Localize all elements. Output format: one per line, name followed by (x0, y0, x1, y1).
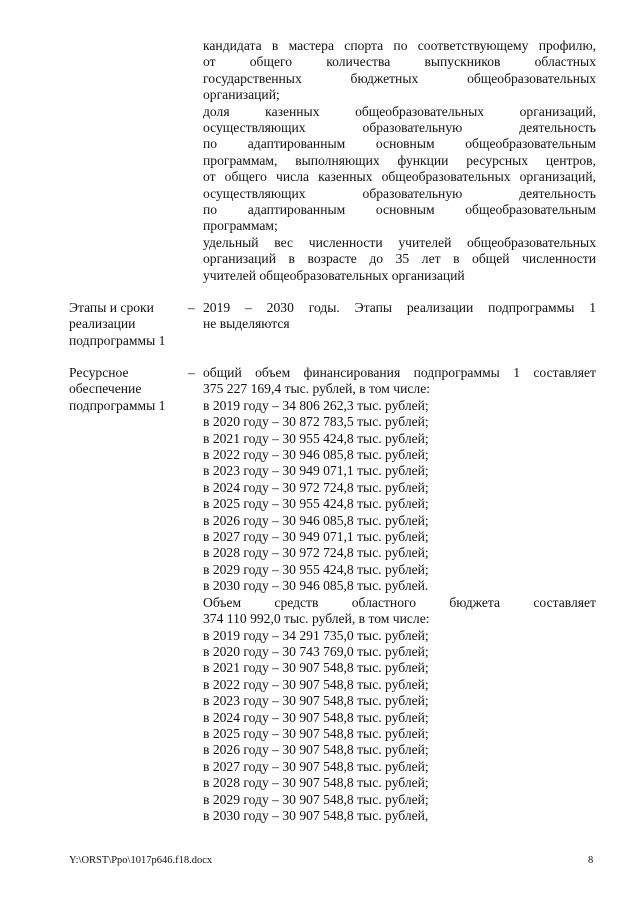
text-line: программам; (203, 218, 278, 234)
text-line: осуществляющих образовательную деятельность (203, 185, 596, 201)
indicator-paragraph (203, 235, 596, 284)
resources-text (203, 365, 596, 824)
resources-label (69, 365, 189, 414)
total-financing-list (203, 398, 596, 595)
financing-year-line: в 2026 году – 30 946 085,8 тыс. рублей; (203, 512, 429, 528)
text-line: 374 110 992,0 тыс. рублей, в том числе: (203, 611, 430, 627)
text-line: удельный вес численности учителей общеобразовательных (203, 234, 596, 250)
financing-year-line: в 2020 году – 30 872 783,5 тыс. рублей; (203, 414, 429, 430)
financing-year-line: в 2028 году – 30 907 548,8 тыс. рублей; (203, 775, 429, 791)
financing-year-line: в 2030 году – 30 907 548,8 тыс. рублей, (203, 807, 429, 823)
text-line: Объем средств областного бюджета составляет (203, 594, 596, 610)
financing-year-line: в 2022 году – 30 946 085,8 тыс. рублей; (203, 447, 429, 463)
text-line: не выделяются (203, 316, 290, 332)
text-line: по адаптированным основным общеобразовательным (203, 136, 596, 152)
text-line: 2019 – 2030 годы. Этапы реализации подпрограммы 1 (203, 300, 596, 315)
financing-year-line: в 2026 году – 30 907 548,8 тыс. рублей; (203, 742, 429, 758)
text-line: по адаптированным основным общеобразовательным (203, 202, 596, 218)
indicators-continuation (203, 38, 596, 284)
financing-year-line: в 2025 году – 30 907 548,8 тыс. рублей; (203, 725, 429, 741)
stages-text (203, 300, 596, 333)
financing-year-line: в 2025 году – 30 955 424,8 тыс. рублей; (203, 496, 429, 512)
label-line: реализации (69, 316, 136, 332)
indicator-paragraph (203, 38, 596, 104)
text-line: организаций в возрасте до 35 лет в общей численности (203, 251, 596, 267)
financing-year-line: в 2027 году – 30 907 548,8 тыс. рублей; (203, 758, 429, 774)
financing-year-line: в 2019 году – 34 291 735,0 тыс. рублей; (203, 627, 429, 643)
financing-year-line: в 2028 году – 30 972 724,8 тыс. рублей; (203, 545, 429, 561)
text-line: доля казенных общеобразовательных организаций, (203, 103, 596, 119)
text-line: государственных бюджетных общеобразовательных (203, 70, 596, 86)
financing-year-line: в 2029 году – 30 907 548,8 тыс. рублей; (203, 791, 429, 807)
financing-year-line: в 2027 году – 30 949 071,1 тыс. рублей; (203, 529, 429, 545)
indicator-paragraph (203, 104, 596, 235)
text-line: от общего количества выпускников областных (203, 54, 596, 70)
text-line: 375 227 169,4 тыс. рублей, в том числе: (203, 381, 431, 397)
financing-year-line: в 2021 году – 30 955 424,8 тыс. рублей; (203, 430, 429, 446)
financing-year-line: в 2024 году – 30 972 724,8 тыс. рублей; (203, 479, 429, 495)
financing-year-line: в 2030 году – 30 946 085,8 тыс. рублей. (203, 578, 429, 594)
label-line: подпрограммы 1 (69, 332, 166, 348)
text-line: организаций; (203, 87, 280, 103)
text-line: учителей общеобразовательных организаций (203, 267, 465, 283)
regional-financing-list (203, 628, 596, 825)
page-number: 8 (588, 855, 594, 866)
text-line: программам, выполняющих функции ресурсных центров, (203, 152, 596, 168)
text-line: общий объем финансирования подпрограммы 1 составляет (203, 365, 596, 380)
financing-year-line: в 2022 году – 30 907 548,8 тыс. рублей; (203, 676, 429, 692)
text-line: осуществляющих образовательную деятельность (203, 120, 596, 136)
stages-dash: – (188, 300, 195, 315)
text-line: кандидата в мастера спорта по соответствующему профилю, (203, 38, 596, 53)
text-line: от общего числа казенных общеобразовательных организаций, (203, 169, 596, 185)
label-line: Ресурсное (69, 365, 129, 380)
financing-year-line: в 2021 году – 30 907 548,8 тыс. рублей; (203, 660, 429, 676)
financing-year-line: в 2020 году – 30 743 769,0 тыс. рублей; (203, 643, 429, 659)
stages-label (69, 300, 189, 349)
financing-year-line: в 2023 году – 30 949 071,1 тыс. рублей; (203, 463, 429, 479)
resources-dash: – (188, 365, 195, 380)
financing-year-line: в 2024 году – 30 907 548,8 тыс. рублей; (203, 709, 429, 725)
financing-year-line: в 2019 году – 34 806 262,3 тыс. рублей; (203, 397, 429, 413)
label-line: обеспечение (69, 381, 142, 397)
label-line: Этапы и сроки (69, 300, 154, 315)
financing-year-line: в 2023 году – 30 907 548,8 тыс. рублей; (203, 693, 429, 709)
footer-file-path: Y:\ORST\Ppo\1017p646.f18.docx (69, 855, 213, 866)
label-line: подпрограммы 1 (69, 397, 166, 413)
financing-year-line: в 2029 году – 30 955 424,8 тыс. рублей; (203, 561, 429, 577)
